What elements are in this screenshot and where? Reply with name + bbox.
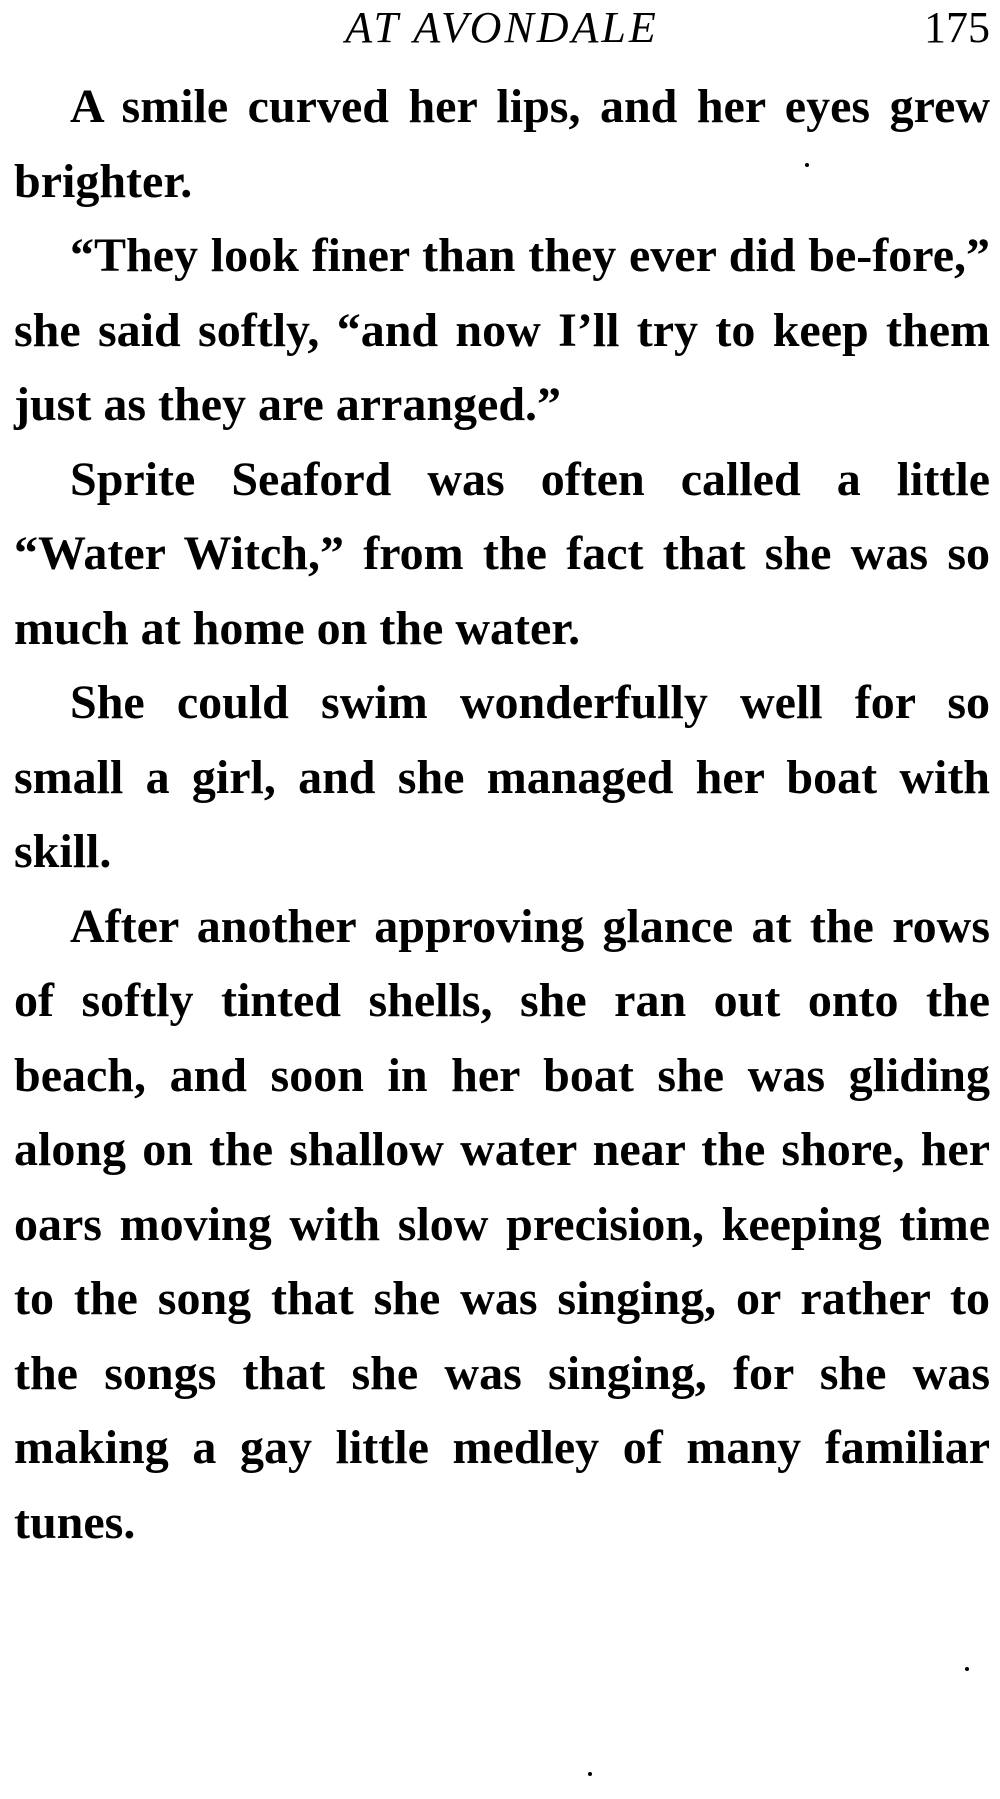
page-number: 175 [924, 3, 990, 52]
paragraph-5: After another approving glance at the rows of softly tinted shells, she ran out onto the beach, and soon in her boat she was gliding along on the shallow water near the shore, her oars moving with slow precision, keeping time to the song that she was singing, or rather to the songs that she was singing, for she was making a gay little medley of many familiar tunes. [14, 899, 990, 1549]
paragraph-1: A smile curved her lips, and her eyes grew brighter. [14, 80, 990, 208]
print-speck [965, 1667, 969, 1671]
paragraph-2: “They look finer than they ever did be-fore,” she said softly, “and now I’ll try to keep them just as they are arranged.” [14, 229, 990, 431]
body-text [14, 70, 990, 1560]
print-speck [805, 163, 809, 167]
running-header [14, 2, 990, 54]
running-title: AT AVONDALE [345, 3, 659, 52]
print-speck [588, 1772, 592, 1776]
paragraph-3: Sprite Seaford was often called a little “Water Witch,” from the fact that she was so much at home on the water. [14, 452, 990, 655]
paragraph-4: She could swim wonderfully well for so small a girl, and she managed her boat with skill. [14, 676, 990, 878]
